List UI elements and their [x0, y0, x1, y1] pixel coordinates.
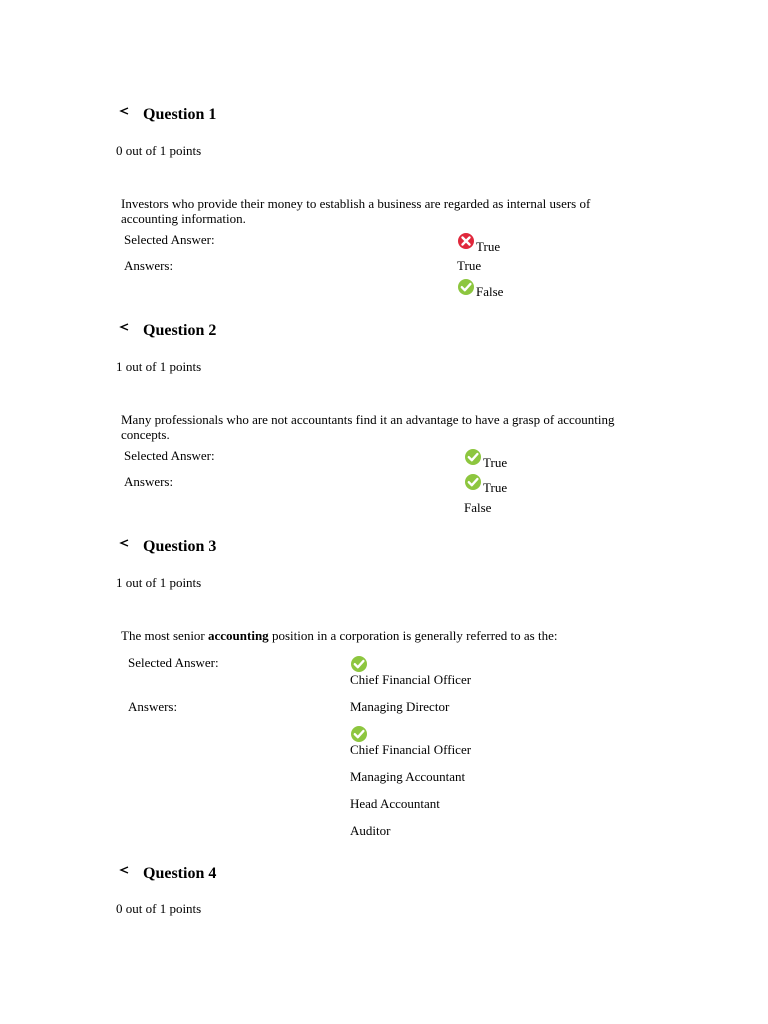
question-points: 1 out of 1 points	[116, 359, 202, 374]
question-text-part: The most senior	[121, 628, 209, 643]
answer-option: True	[483, 480, 508, 495]
collapse-arrow-icon[interactable]	[118, 865, 130, 875]
answer-option: Chief Financial Officer	[350, 742, 472, 757]
answer-option: Managing Accountant	[350, 769, 466, 784]
correct-check-icon	[464, 473, 482, 491]
question-text: Investors who provide their money to establish a business are regarded as internal users of accounting information.	[121, 196, 591, 226]
incorrect-x-icon	[457, 232, 475, 250]
answers-label: Answers:	[124, 258, 174, 273]
correct-check-icon	[350, 725, 368, 743]
question-text-bold: accounting	[208, 628, 269, 643]
answers-label: Answers:	[124, 474, 174, 489]
answer-option: Managing Director	[350, 699, 450, 714]
question-title: Question 4	[143, 865, 217, 882]
answer-option: Auditor	[350, 823, 391, 838]
question-text-part: position in a corporation is generally referred to as the:	[268, 628, 558, 643]
collapse-arrow-icon[interactable]	[118, 106, 130, 116]
selected-answer-label: Selected Answer:	[124, 448, 215, 463]
selected-answer-value: True	[476, 239, 501, 254]
selected-answer-value: Chief Financial Officer	[350, 672, 472, 687]
answer-option: False	[464, 500, 492, 515]
question-text	[121, 628, 557, 643]
question-title: Question 3	[143, 538, 217, 555]
selected-answer-value: True	[483, 455, 508, 470]
question-text: Many professionals who are not accountants find it an advantage to have a grasp of accounting concepts.	[121, 412, 615, 442]
question-points: 0 out of 1 points	[116, 143, 202, 158]
question-title: Question 2	[143, 322, 217, 339]
question-title: Question 1	[143, 106, 217, 123]
answer-option: True	[457, 258, 482, 273]
question-points: 1 out of 1 points	[116, 575, 202, 590]
selected-answer-label: Selected Answer:	[124, 232, 215, 247]
collapse-arrow-icon[interactable]	[118, 538, 130, 548]
answer-option: Head Accountant	[350, 796, 440, 811]
collapse-arrow-icon[interactable]	[118, 322, 130, 332]
answer-option: False	[476, 284, 504, 299]
correct-check-icon	[457, 278, 475, 296]
answers-label: Answers:	[128, 699, 178, 714]
correct-check-icon	[464, 448, 482, 466]
correct-check-icon	[350, 655, 368, 673]
selected-answer-label: Selected Answer:	[128, 655, 219, 670]
question-points: 0 out of 1 points	[116, 901, 202, 916]
